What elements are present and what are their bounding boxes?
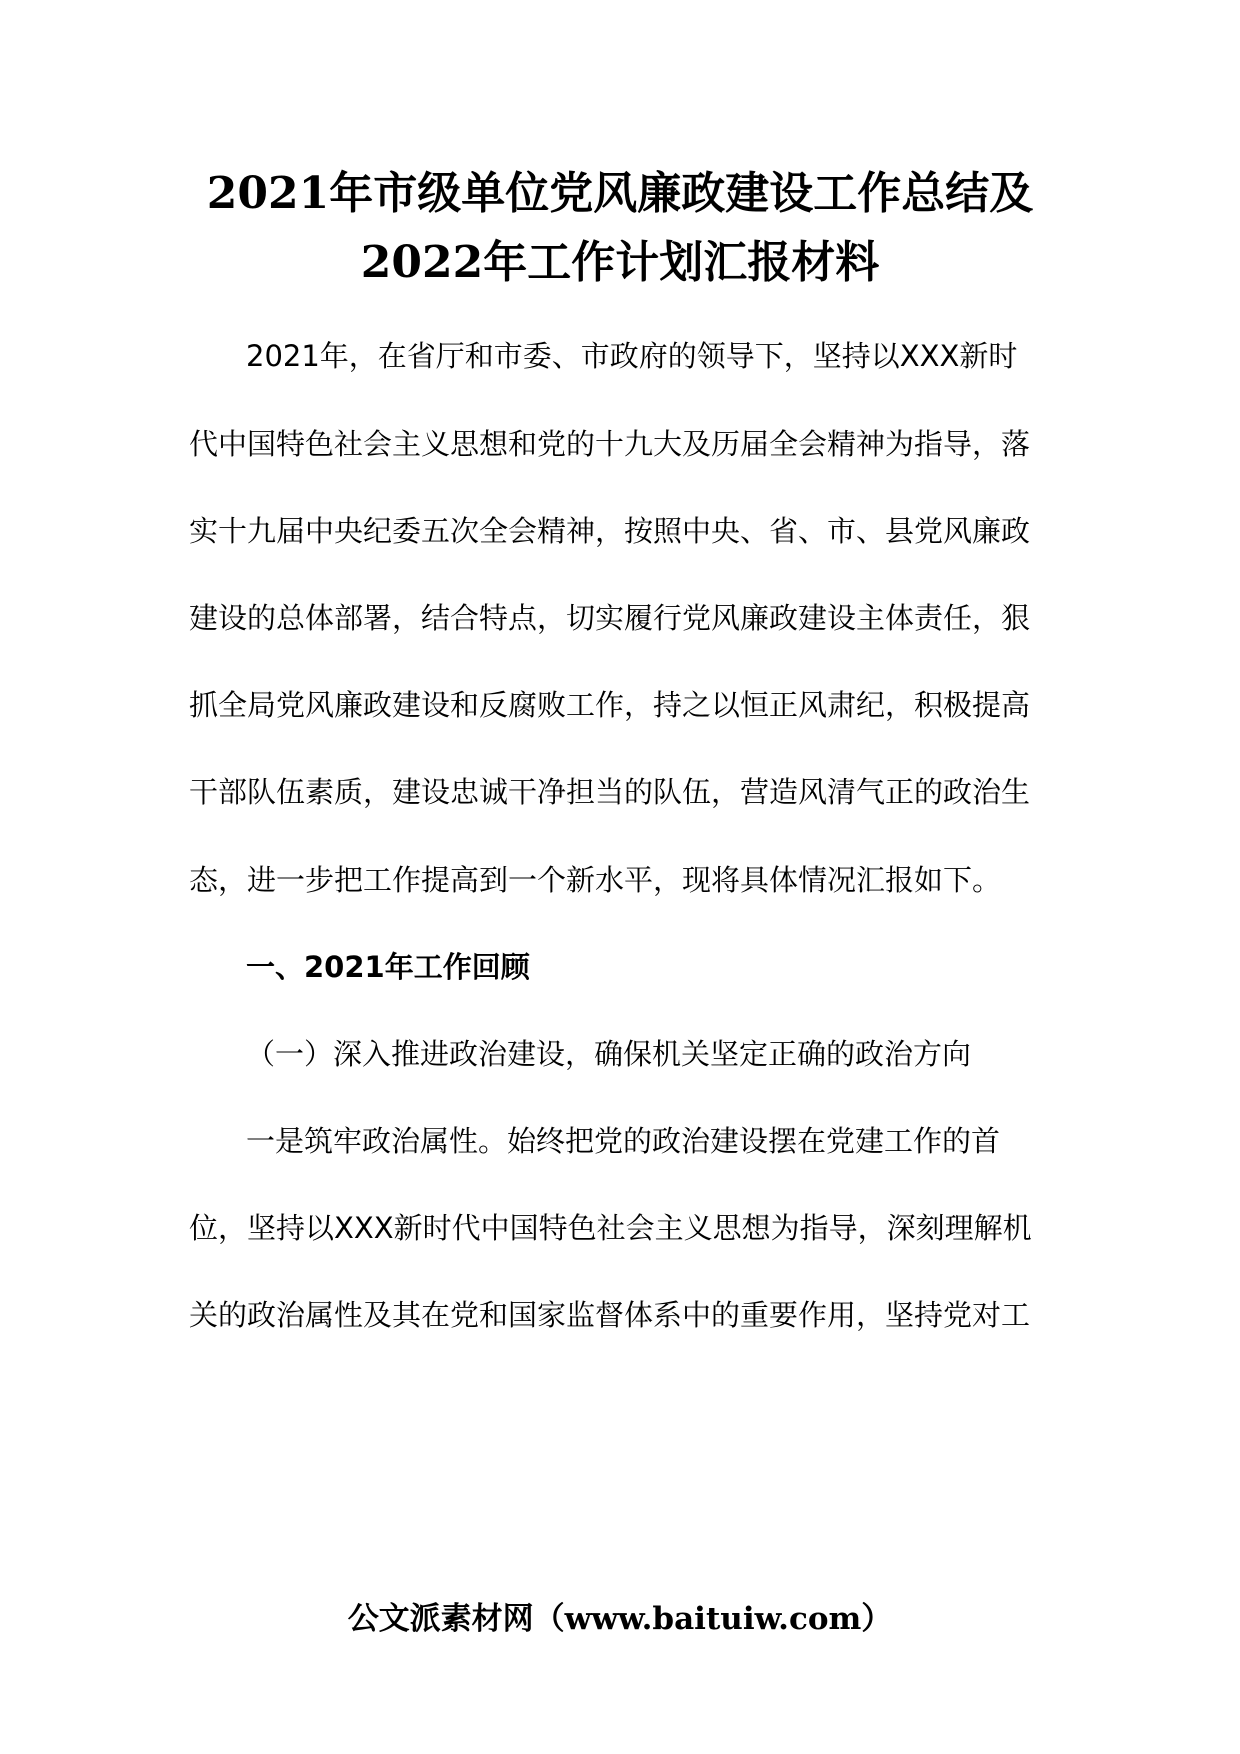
section-heading: 一、2021年工作回顾 [246, 950, 530, 984]
subsection-heading: （一）深入推进政治建设，确保机关坚定正确的政治方向 [246, 1037, 972, 1071]
footer-watermark: 公文派素材网（www.baituiw.com） [347, 1601, 893, 1637]
body-paragraph-line: 干部队伍素质，建设忠诚干净担当的队伍，营造风清气正的政治生 [189, 775, 1031, 809]
body-paragraph-line: 建设的总体部署，结合特点，切实履行党风廉政建设主体责任，狠 [189, 601, 1031, 635]
body-paragraph-line: 2021年，在省厅和市委、市政府的领导下，坚持以XXX新时 [246, 339, 1018, 373]
document-title-line-1: 2021年市级单位党风廉政建设工作总结及 [206, 168, 1034, 219]
document-title-line-2: 2022年工作计划汇报材料 [360, 237, 880, 288]
body-paragraph-line: 抓全局党风廉政建设和反腐败工作，持之以恒正风肃纪，积极提高 [189, 688, 1031, 722]
body-paragraph-line: 一是筑牢政治属性。始终把党的政治建设摆在党建工作的首 [246, 1124, 1001, 1158]
body-paragraph-line: 态，进一步把工作提高到一个新水平，现将具体情况汇报如下。 [189, 863, 1002, 897]
body-paragraph-line: 关的政治属性及其在党和国家监督体系中的重要作用，坚持党对工 [189, 1298, 1031, 1332]
body-paragraph-line: 代中国特色社会主义思想和党的十九大及历届全会精神为指导，落 [189, 427, 1031, 461]
body-paragraph-line: 实十九届中央纪委五次全会精神，按照中央、省、市、县党风廉政 [189, 514, 1031, 548]
body-paragraph-line: 位，坚持以XXX新时代中国特色社会主义思想为指导，深刻理解机 [189, 1211, 1032, 1245]
